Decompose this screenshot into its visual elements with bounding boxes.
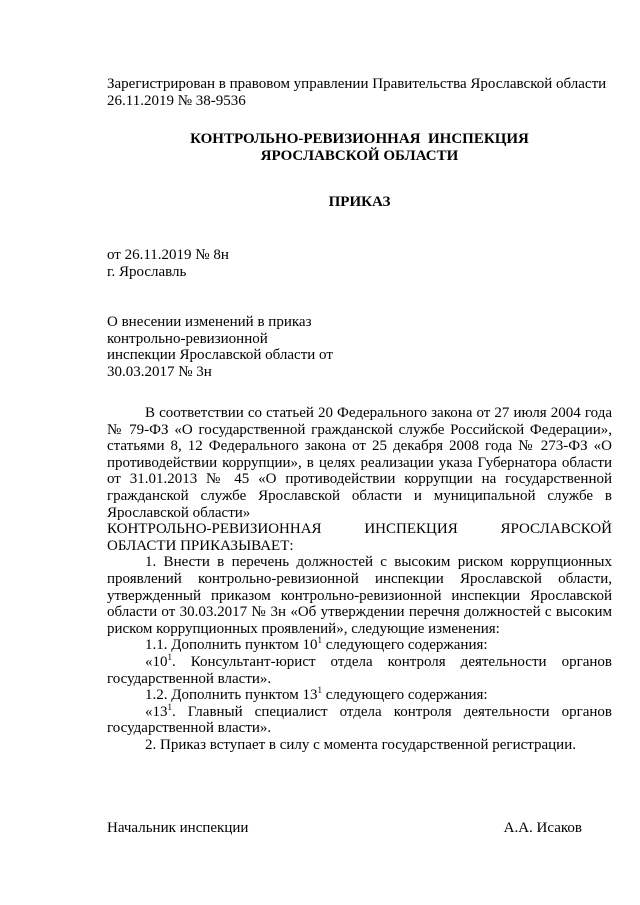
subject-line-4: 30.03.2017 № 3н <box>107 363 212 380</box>
command-line-1: КОНТРОЛЬНО-РЕВИЗИОННАЯ ИНСПЕКЦИЯ ЯРОСЛАВСКОЙ <box>107 521 612 538</box>
registration-line-1: Зарегистрирован в правовом управлении Правительства Ярославской области <box>107 76 607 92</box>
item-1-1-sup: 1 <box>317 635 322 646</box>
item-1-1-text: 1.1. Дополнить пунктом 10 <box>145 637 318 654</box>
preamble-paragraph: В соответствии со статьей 20 Федерального закона от 27 июля 2004 года № 79-ФЗ «О государственной гражданской службе Российской Федерации», статьями 8, 12 Федерального закона от 25 декабря 2008 года № 273-ФЗ «О противодействии коррупции», в целях реализации указа Губернатора области от 31.01.2013 № 45 «О противодействии коррупции на государственной гражданской службе Ярославской области и муниципальной службе в Ярославской области» <box>107 405 612 521</box>
item-2-paragraph: 2. Приказ вступает в силу с момента государственной регистрации. <box>145 736 576 753</box>
organization-line-1: КОНТРОЛЬНО-РЕВИЗИОННАЯ ИНСПЕКЦИЯ <box>190 131 529 147</box>
subject-line-2: контрольно-ревизионной <box>107 330 268 347</box>
organization-name <box>107 131 612 164</box>
registration-note <box>107 76 612 109</box>
item-1-2-tail: следующего содержания: <box>321 687 488 704</box>
document-body <box>107 405 612 753</box>
quote-1-tail: . Консультант-юрист отдела контроля деятельности органов государственной власти». <box>107 653 612 687</box>
quote-2-text: «13 <box>145 703 168 720</box>
item-1-paragraph: 1. Внести в перечень должностей с высоким риском коррупционных проявлений контрольно-ревизионной инспекции Ярославской области, утвержденный приказом контрольно-ревизионной инспекции Ярославской области от 30.03.2017 № 3н «Об утверждении перечня должностей с высоким риском коррупционных проявлений», следующие изменения: <box>107 554 612 637</box>
item-1-2-sup: 1 <box>317 685 322 696</box>
document-meta <box>107 247 612 280</box>
quote-1-sup: 1 <box>167 651 172 662</box>
quote-2-sup: 1 <box>167 701 172 712</box>
document-subject <box>107 314 357 380</box>
organization-line-2: ЯРОСЛАВСКОЙ ОБЛАСТИ <box>260 147 459 164</box>
signatory-position: Начальник инспекции <box>107 820 249 836</box>
item-1-1-tail: следующего содержания: <box>321 637 488 654</box>
quote-1-paragraph <box>107 651 612 687</box>
signatory-name: А.А. Исаков <box>503 820 582 836</box>
command-line-2: ОБЛАСТИ ПРИКАЗЫВАЕТ: <box>107 537 294 554</box>
registration-line-2: 26.11.2019 № 38-9536 <box>107 92 246 109</box>
subject-line-1: О внесении изменений в приказ <box>107 314 312 330</box>
item-1-2-paragraph <box>107 687 612 704</box>
document-page <box>107 0 612 905</box>
quote-1-text: «10 <box>145 653 168 670</box>
item-1-2-text: 1.2. Дополнить пунктом 13 <box>145 687 318 704</box>
item-1-1-paragraph <box>107 637 612 654</box>
date-number: от 26.11.2019 № 8н <box>107 247 229 263</box>
subject-line-3: инспекции Ярославской области от <box>107 347 333 364</box>
quote-2-tail: . Главный специалист отдела контроля деятельности органов государственной власти». <box>107 703 612 737</box>
document-title: ПРИКАЗ <box>328 194 391 210</box>
city: г. Ярославль <box>107 263 187 280</box>
quote-2-paragraph <box>107 701 612 737</box>
